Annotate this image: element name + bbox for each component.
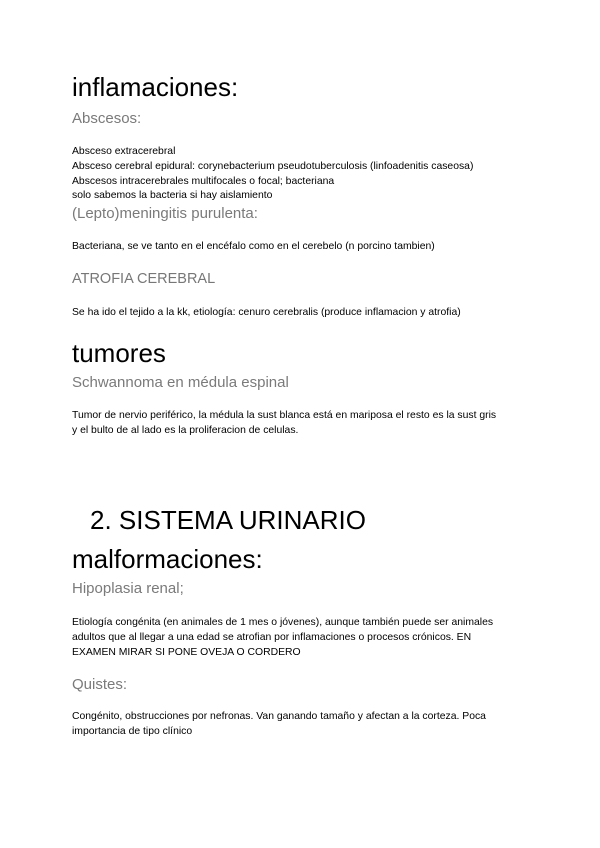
hipoplasia-line-3: EXAMEN MIRAR SI PONE OVEJA O CORDERO	[72, 647, 301, 658]
heading-malformaciones: malformaciones:	[72, 544, 263, 574]
abscesos-line-4: solo sabemos la bacteria si hay aislamiento	[72, 190, 273, 201]
subheading-abscesos: Abscesos:	[72, 110, 142, 127]
meningitis-text: Bacteriana, se ve tanto en el encéfalo como en el cerebelo (n porcino tambien)	[72, 241, 435, 252]
heading-inflamaciones: inflamaciones:	[72, 72, 239, 102]
schwannoma-line-1: Tumor de nervio periférico, la médula la sust blanca está en mariposa el resto es la sust gris	[72, 410, 497, 421]
subheading-hipoplasia: Hipoplasia renal;	[72, 580, 184, 597]
hipoplasia-line-1: Etiología congénita (en animales de 1 mes o jóvenes), aunque también puede ser animales	[72, 617, 494, 628]
abscesos-line-3: Abscesos intracerebrales multifocales o focal; bacteriana	[72, 176, 335, 187]
quistes-line-2: importancia de tipo clínico	[72, 726, 193, 737]
abscesos-line-2: Absceso cerebral epidural: corynebacterium pseudotuberculosis (linfoadenitis caseosa)	[72, 161, 474, 172]
hipoplasia-line-2: adultos que al llegar a una edad se atrofian por inflamaciones o procesos crónicos. EN	[72, 632, 472, 643]
subheading-quistes: Quistes:	[72, 676, 128, 693]
quistes-line-1: Congénito, obstrucciones por nefronas. Van ganando tamaño y afectan a la corteza. Poca	[72, 711, 486, 722]
abscesos-line-1: Absceso extracerebral	[72, 146, 176, 157]
subheading-meningitis: (Lepto)meningitis purulenta:	[72, 205, 258, 222]
subheading-atrofia: ATROFIA CEREBRAL	[72, 271, 216, 287]
atrofia-text: Se ha ido el tejido a la kk, etiología: cenuro cerebralis (produce inflamacion y atrofia)	[72, 307, 461, 318]
subheading-schwannoma: Schwannoma en médula espinal	[72, 374, 289, 391]
heading-tumores: tumores	[72, 338, 166, 368]
section-heading-sistema-urinario: 2. SISTEMA URINARIO	[90, 505, 366, 535]
schwannoma-line-2: y el bulto de al lado es la proliferacion de celulas.	[72, 425, 299, 436]
